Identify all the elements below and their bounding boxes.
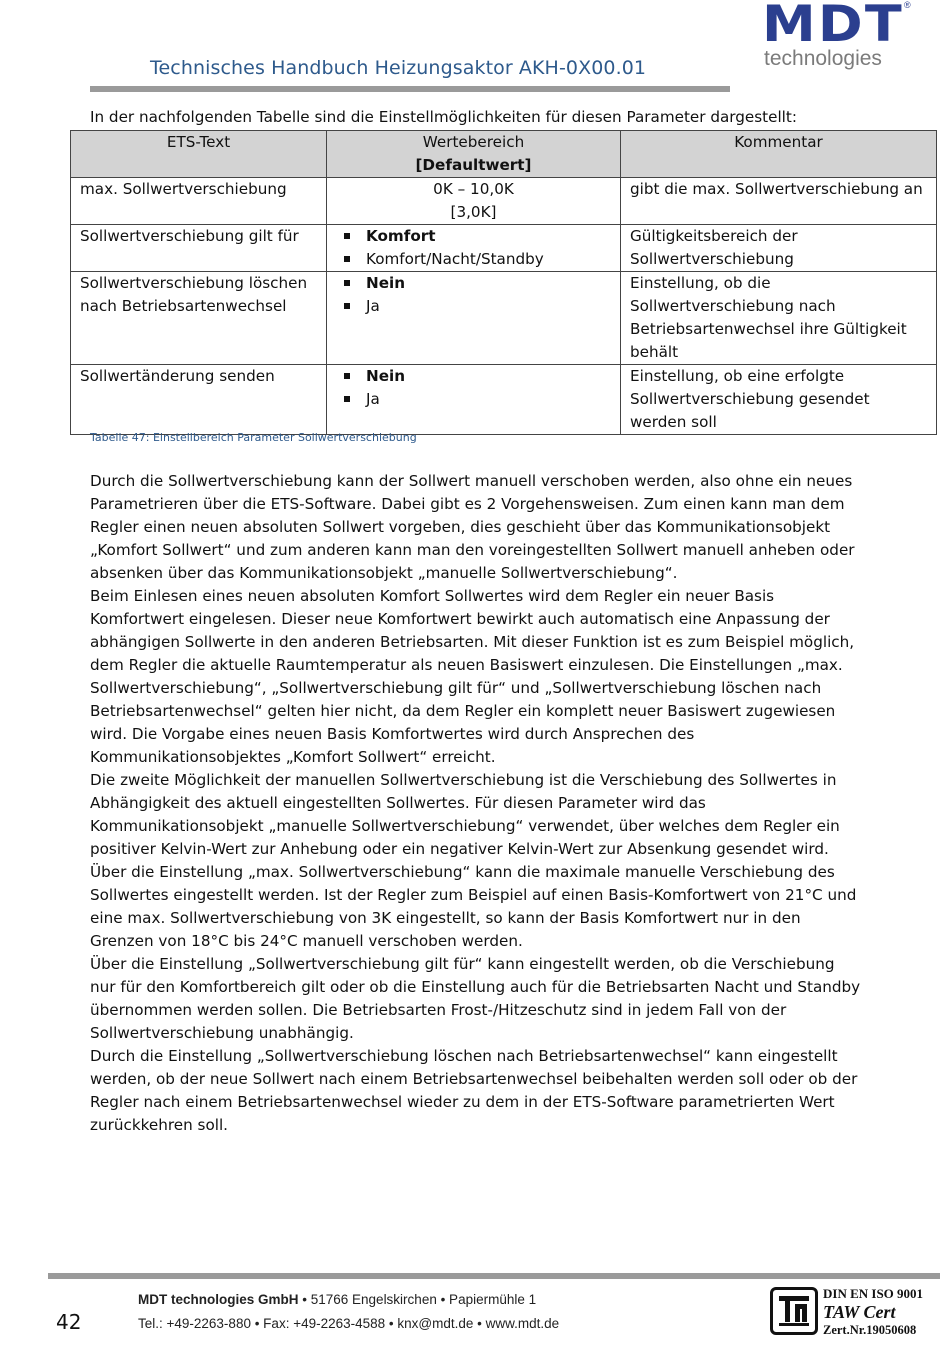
body-line: absenken über das Kommunikationsobjekt „manuelle Sollwertverschiebung“. (90, 564, 678, 582)
row-label: Sollwertänderung senden (71, 365, 327, 435)
comment-line: Einstellung, ob die (630, 274, 771, 292)
row-options-cell (327, 272, 621, 365)
mdt-logo (762, 0, 912, 80)
label-line: Sollwertverschiebung löschen (80, 274, 308, 292)
page-number: 42 (56, 1310, 82, 1334)
table-row (71, 365, 937, 435)
logo-subtitle: technologies (764, 47, 882, 70)
body-line: Regler einen neuen absoluten Sollwert vorgeben, dies geschieht über das Kommunikationsobjekt (90, 518, 831, 536)
row-default: [3,0K] (450, 203, 497, 221)
label-line: nach Betriebsartenwechsel (80, 297, 287, 315)
body-line: Sollwertes eingestellt werden. Ist der Regler zum Beispiel auf einen Basis-Komfortwert von 21°C und (90, 886, 857, 904)
body-line: eine max. Sollwertverschiebung von 3K eingestellt, so kann der Basis Komfortwert nur in den (90, 909, 801, 927)
option-list (336, 272, 611, 318)
body-line: zurückkehren soll. (90, 1116, 229, 1134)
body-line: „Komfort Sollwert“ und zum anderen kann man den voreingestellten Sollwert manuell anheben oder (90, 541, 855, 559)
logo-registered-mark: ® (904, 0, 911, 10)
body-line: Regler nach einem Betriebsartenwechsel wieder zu dem in der ETS-Software parametrierten Wert (90, 1093, 835, 1111)
comment-line: Einstellung, ob eine erfolgte (630, 367, 845, 385)
option-list (336, 365, 611, 411)
body-line: positiver Kelvin-Wert zur Anhebung oder ein negativer Kelvin-Wert zur Absenkung gesendet wird. (90, 840, 829, 858)
table-caption: Tabelle 47: Einstellbereich Parameter Sollwertverschiebung (90, 431, 417, 444)
body-line: Durch die Einstellung „Sollwertverschiebung löschen nach Betriebsartenwechsel“ kann eingestellt (90, 1047, 838, 1065)
header-rule (90, 86, 730, 92)
certification-text (823, 1285, 923, 1339)
body-line: Kommunikationsobjekt „manuelle Sollwertverschiebung“ verwendet, über welches dem Regler ein (90, 817, 840, 835)
option-list (336, 225, 611, 271)
footer-address-rest: • 51766 Engelskirchen • Papiermühle 1 (298, 1292, 537, 1307)
certification-badge (770, 1285, 942, 1345)
comment-line: Gültigkeitsbereich der (630, 227, 798, 245)
header-title: Technisches Handbuch Heizungsaktor AKH-0X00.01 (150, 57, 647, 79)
option-item-default: Nein (366, 365, 611, 388)
cert-line-1: DIN EN ISO 9001 (823, 1286, 924, 1301)
row-options-cell (327, 225, 621, 272)
body-line: Sollwertverschiebung unabhängig. (90, 1024, 354, 1042)
option-item: Ja (366, 295, 611, 318)
header-defaultwert-label: [Defaultwert] (415, 156, 532, 174)
option-item: Komfort/Nacht/Standby (366, 248, 611, 271)
comment-line: Betriebsartenwechsel ihre Gültigkeit (630, 320, 907, 338)
row-comment (621, 365, 937, 435)
body-line: Über die Einstellung „max. Sollwertverschiebung“ kann die maximale manuelle Verschiebung des (90, 863, 835, 881)
row-options-cell (327, 365, 621, 435)
footer-contact: Tel.: +49-2263-880 • Fax: +49-2263-4588 • knx@mdt.de • www.mdt.de (138, 1316, 560, 1331)
row-label (71, 272, 327, 365)
body-line: Parametrieren über die ETS-Software. Dabei gibt es 2 Vorgehensweisen. Zum einen kann man dem (90, 495, 845, 513)
body-text (90, 470, 880, 1137)
cert-line-3: Zert.Nr.19050608 (823, 1323, 917, 1337)
cert-line-2: TAW Cert (823, 1302, 896, 1322)
row-range-cell (327, 178, 621, 225)
body-line: abhängigen Sollwerte in den anderen Betriebsarten. Mit dieser Funktion ist es zum Beispiel möglich, (90, 633, 855, 651)
body-line: Betriebsartenwechsel“ gelten hier nicht, da dem Regler ein komplett neuer Basiswert zugewiesen (90, 702, 836, 720)
header-ets-text: ETS-Text (71, 131, 327, 178)
body-line: Grenzen von 18°C bis 24°C manuell verschoben werden. (90, 932, 523, 950)
comment-line: Sollwertverschiebung gesendet (630, 390, 870, 408)
comment-line: werden soll (630, 413, 717, 431)
body-line: Kommunikationsobjektes „Komfort Sollwert“ erreicht. (90, 748, 496, 766)
table-row (71, 272, 937, 365)
footer-address (138, 1292, 536, 1307)
body-line: Sollwertverschiebung“, „Sollwertverschiebung gilt für“ und „Sollwertverschiebung löschen nach (90, 679, 822, 697)
taw-cert-logo (770, 1287, 818, 1335)
table-header-row (71, 131, 937, 178)
row-comment: gibt die max. Sollwertverschiebung an (621, 178, 937, 225)
body-line: Durch die Sollwertverschiebung kann der Sollwert manuell verschoben werden, also ohne ein neues (90, 472, 853, 490)
intro-text: In der nachfolgenden Tabelle sind die Einstellmöglichkeiten für diesen Parameter dargestellt: (90, 108, 797, 126)
body-line: Beim Einlesen eines neuen absoluten Komfort Sollwertes wird dem Regler ein neuer Basis (90, 587, 775, 605)
row-comment (621, 225, 937, 272)
header-wertebereich-label: Wertebereich (422, 133, 525, 151)
body-line: nur für den Komfortbereich gilt oder ob die Einstellung auch für die Betriebsarten Nacht und Standby (90, 978, 861, 996)
comment-line: Sollwertverschiebung (630, 250, 794, 268)
row-label: max. Sollwertverschiebung (71, 178, 327, 225)
logo-mark: MDT (762, 0, 904, 53)
comment-line: Sollwertverschiebung nach (630, 297, 836, 315)
parameter-table (70, 130, 937, 435)
table-row (71, 178, 937, 225)
header-kommentar: Kommentar (621, 131, 937, 178)
body-line: Die zweite Möglichkeit der manuellen Sollwertverschiebung ist die Verschiebung des Sollwertes in (90, 771, 837, 789)
option-item: Ja (366, 388, 611, 411)
row-comment (621, 272, 937, 365)
body-line: Abhängigkeit des aktuell eingestellten Sollwertes. Für diesen Parameter wird das (90, 794, 706, 812)
body-line: übernommen werden sollen. Die Betriebsarten Frost-/Hitzeschutz sind in jedem Fall von der (90, 1001, 787, 1019)
footer-company: MDT technologies GmbH (138, 1292, 299, 1307)
option-item-default: Komfort (366, 225, 611, 248)
body-line: wird. Die Vorgabe eines neuen Basis Komfortwertes wird durch Ansprechen des (90, 725, 695, 743)
body-line: dem Regler die aktuelle Raumtemperatur als neuen Basiswert einzulesen. Die Einstellungen „max. (90, 656, 843, 674)
body-line: Komfortwert eingelesen. Dieser neue Komfortwert bewirkt auch automatisch eine Anpassung der (90, 610, 830, 628)
body-line: werden, ob der neue Sollwert nach einem Betriebsartenwechsel beibehalten werden soll oder ob der (90, 1070, 858, 1088)
taw-cert-icon (773, 1290, 815, 1332)
option-item-default: Nein (366, 272, 611, 295)
comment-line: behält (630, 343, 679, 361)
footer-rule (48, 1273, 940, 1279)
row-label: Sollwertverschiebung gilt für (71, 225, 327, 272)
row-range: 0K – 10,0K (433, 180, 514, 198)
table-row (71, 225, 937, 272)
header-wertebereich (327, 131, 621, 178)
body-line: Über die Einstellung „Sollwertverschiebung gilt für“ kann eingestellt werden, ob die Verschiebung (90, 955, 835, 973)
